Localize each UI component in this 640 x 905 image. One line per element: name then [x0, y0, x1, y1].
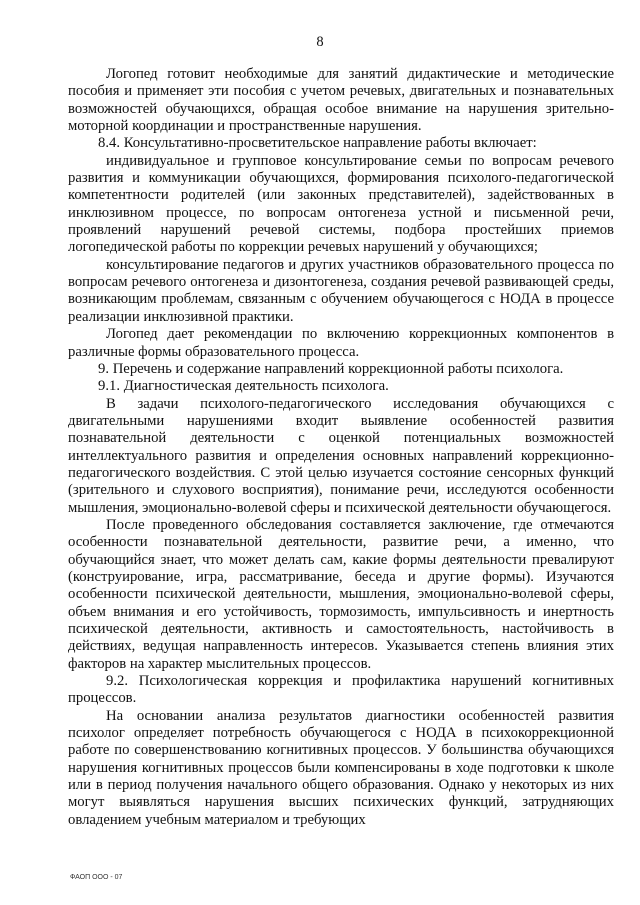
paragraph: На основании анализа результатов диагностики особенностей развития психолог определяет потребность обучающегося с НОДА в психокоррекционной работе по совершенствованию когнитивных процессов. У большинства обучающихся нарушения когнитивных процессов были компенсированы в ходе подготовки к школе или в период получения начального общего образования. Однако у некоторых из них могут выявляться нарушения высших психических функций, затрудняющих овладением учебным материалом и требующих	[68, 707, 614, 828]
footer-label: ФАОП ООО - 07	[70, 874, 123, 881]
section-heading: 9. Перечень и содержание направлений коррекционной работы психолога.	[98, 360, 564, 377]
subsection-heading: 9.2. Психологическая коррекция и профилактика нарушений когнитивных процессов.	[68, 673, 614, 707]
paragraph: консультирование педагогов и других участников образовательного процесса по вопросам речевого онтогенеза и дизонтогенеза, создания речевой развивающей среды, возникающим проблемам, связанным с обучением обучающегося с НОДА в процессе реализации инклюзивной практики.	[68, 256, 614, 325]
paragraph: В задачи психолого-педагогического исследования обучающихся с двигательными нарушениями входит выявление особенностей развития познавательной деятельности с оценкой потенциальных возможностей интеллектуального развития и определения основных направлений коррекционно-педагогического воздействия. С этой целью изучается состояние сенсорных функций (зрительного и слухового восприятия), понимание речи, исследуются особенности мышления, эмоционально-волевой сферы и психической деятельности обучающегося.	[68, 395, 614, 516]
paragraph: 8.4. Консультативно-просветительское направление работы включает:	[98, 135, 537, 152]
paragraph: индивидуальное и групповое консультирование семьи по вопросам речевого развития и коммуникации обучающихся, формирования психолого-педагогической компетентности родителей (или законных представителей), задействованных в инклюзивном процессе, по вопросам онтогенеза устной и письменной речи, проявлений нарушений речевой системы, подбора простейших приемов логопедической работы по коррекции речевых нарушений у обучающихся;	[68, 152, 614, 256]
paragraph: После проведенного обследования составляется заключение, где отмечаются особенности познавательной деятельности, развитие речи, а именно, что обучающийся знает, что может делать сам, какие формы деятельности превалируют (конструирование, игра, рассматривание, беседа и другие формы). Изучаются особенности психической деятельности, мышления, эмоционально-волевой сферы, объем внимания и его устойчивость, тормозимость, импульсивность и инертность психической деятельности, активность и самостоятельность, настойчивость в действиях, ведущая направленность интересов. Указывается степень влияния этих факторов на характер мыслительных процессов.	[68, 516, 614, 672]
page-number: 8	[316, 34, 324, 50]
paragraph: Логопед дает рекомендации по включению коррекционных компонентов в различные формы образовательного процесса.	[68, 326, 614, 360]
paragraph: Логопед готовит необходимые для занятий дидактические и методические пособия и применяет эти пособия с учетом речевых, двигательных и познавательных возможностей обучающихся, обращая особое внимание на нарушения зрительно-моторной координации и пространственные нарушения.	[68, 66, 614, 135]
page-body	[68, 66, 614, 829]
subsection-heading: 9.1. Диагностическая деятельность психолога.	[98, 378, 389, 395]
